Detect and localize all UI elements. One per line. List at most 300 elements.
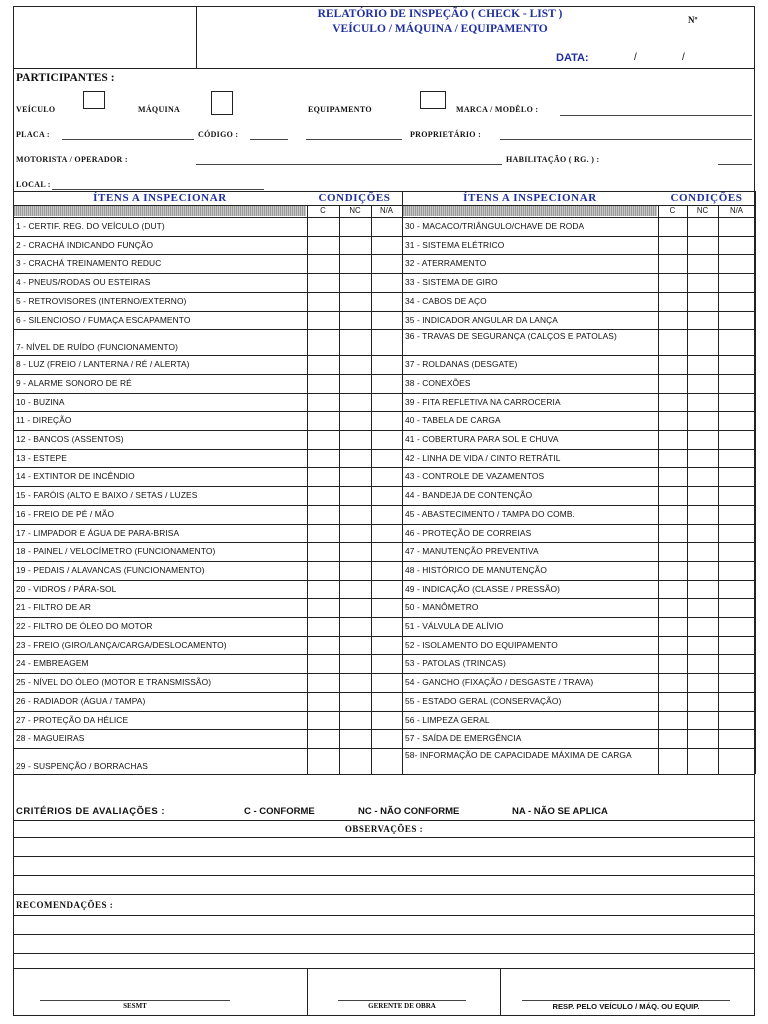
- brand-model-field[interactable]: [560, 115, 752, 116]
- condition-cell-c[interactable]: [308, 394, 338, 411]
- recommendations-label: RECOMENDAÇÕES :: [16, 900, 114, 910]
- condition-cell-nc[interactable]: [688, 356, 717, 373]
- observations-label: OBSERVAÇÕES :: [344, 824, 424, 834]
- condition-cell-na[interactable]: [372, 375, 401, 392]
- condition-cell-na[interactable]: [719, 330, 754, 354]
- condition-cell-nc[interactable]: [688, 274, 717, 291]
- condition-cell-na[interactable]: [719, 543, 754, 560]
- inspection-item: 10 - BUZINA: [16, 396, 65, 407]
- condition-cell-c[interactable]: [308, 749, 338, 773]
- condition-col-c: C: [320, 206, 326, 215]
- condition-cell-na[interactable]: [372, 237, 401, 254]
- condition-cell-c[interactable]: [308, 562, 338, 579]
- condition-cell-c[interactable]: [659, 431, 686, 448]
- condition-cell-na[interactable]: [719, 356, 754, 373]
- inspection-item: 4 - PNEUS/RODAS OU ESTEIRAS: [16, 277, 151, 288]
- condition-cell-nc[interactable]: [340, 543, 370, 560]
- condition-cell-na[interactable]: [372, 749, 401, 773]
- inspection-item: 14 - EXTINTOR DE INCÊNDIO: [16, 471, 135, 482]
- inspection-item: 11 - DIREÇÃO: [16, 415, 72, 426]
- condition-cell-nc[interactable]: [340, 450, 370, 467]
- condition-cell-c[interactable]: [308, 312, 338, 329]
- code-field[interactable]: [250, 139, 288, 140]
- condition-cell-na[interactable]: [719, 581, 754, 598]
- plate-label: PLACA :: [16, 130, 50, 139]
- inspection-item: 56 - LIMPEZA GERAL: [405, 714, 490, 725]
- condition-cell-c[interactable]: [308, 468, 338, 485]
- condition-cell-c[interactable]: [308, 375, 338, 392]
- inspection-item: 1 - CERTIF. REG. DO VEÍCULO (DUT): [16, 221, 165, 231]
- condition-cell-na[interactable]: [719, 412, 754, 429]
- condition-cell-na[interactable]: [372, 412, 401, 429]
- condition-cell-nc[interactable]: [688, 312, 717, 329]
- condition-cell-na[interactable]: [719, 394, 754, 411]
- sesmt-signature-line[interactable]: [40, 1000, 230, 1001]
- owner-label: PROPRIETÁRIO :: [410, 130, 482, 139]
- condition-cell-nc[interactable]: [688, 730, 717, 747]
- condition-cell-nc[interactable]: [340, 218, 370, 235]
- condition-cell-c[interactable]: [659, 330, 686, 354]
- condition-cell-nc[interactable]: [688, 394, 717, 411]
- condition-col-c: C: [669, 206, 676, 215]
- condition-cell-nc[interactable]: [688, 674, 717, 691]
- license-label: HABILITAÇÃO ( RG. ) :: [506, 155, 600, 164]
- conditions-header-right: CONDIÇÕES: [670, 192, 743, 204]
- condition-cell-c[interactable]: [659, 693, 686, 710]
- criteria-conforme: C - CONFORME: [244, 806, 315, 817]
- condition-cell-nc[interactable]: [340, 293, 370, 310]
- inspection-item: 29 - SUSPENÇÃO / BORRACHAS: [16, 760, 148, 771]
- inspection-item: 47 - MANUTENÇÃO PREVENTIVA: [405, 546, 539, 557]
- condition-cell-na[interactable]: [372, 431, 401, 448]
- condition-cell-nc[interactable]: [340, 712, 370, 729]
- condition-cell-c[interactable]: [308, 525, 338, 542]
- condition-cell-nc[interactable]: [340, 506, 370, 523]
- condition-cell-na[interactable]: [372, 655, 401, 672]
- condition-cell-nc[interactable]: [340, 562, 370, 579]
- condition-cell-nc[interactable]: [340, 237, 370, 254]
- inspection-item: 6 - SILENCIOSO / FUMAÇA ESCAPAMENTO: [16, 314, 191, 325]
- location-label: LOCAL :: [16, 180, 51, 189]
- condition-cell-na[interactable]: [719, 431, 754, 448]
- condition-cell-nc[interactable]: [340, 693, 370, 710]
- inspection-item: 37 - ROLDANAS (DESGATE): [405, 359, 518, 370]
- condition-col-na: N/A: [730, 206, 743, 215]
- writing-line[interactable]: [13, 915, 755, 916]
- condition-cell-nc[interactable]: [340, 468, 370, 485]
- inspection-item: 18 - PAINEL / VELOCÍMETRO (FUNCIONAMENTO): [16, 546, 216, 557]
- condition-cell-c[interactable]: [659, 749, 686, 773]
- condition-cell-c[interactable]: [659, 356, 686, 373]
- condition-cell-na[interactable]: [719, 293, 754, 310]
- condition-cell-nc[interactable]: [688, 431, 717, 448]
- condition-cell-c[interactable]: [308, 293, 338, 310]
- inspection-item: 57 - SAÍDA DE EMERGÊNCIA: [405, 733, 522, 744]
- condition-cell-nc[interactable]: [340, 394, 370, 411]
- inspection-item: 34 - CABOS DE AÇO: [405, 295, 487, 306]
- column-divider: [755, 191, 756, 774]
- condition-cell-na[interactable]: [372, 506, 401, 523]
- condition-cell-c[interactable]: [659, 730, 686, 747]
- condition-cell-na[interactable]: [372, 637, 401, 654]
- inspection-item: 46 - PROTEÇÃO DE CORREIAS: [405, 527, 532, 538]
- condition-cell-nc[interactable]: [688, 693, 717, 710]
- items-header-left: ÍTENS A INSPECIONAR: [93, 192, 227, 204]
- condition-cell-c[interactable]: [308, 730, 338, 747]
- condition-cell-nc[interactable]: [340, 356, 370, 373]
- condition-cell-nc[interactable]: [340, 730, 370, 747]
- condition-cell-na[interactable]: [719, 274, 754, 291]
- inspection-item: 42 - LINHA DE VIDA / CINTO RETRÁTIL: [405, 452, 561, 463]
- condition-cell-na[interactable]: [372, 356, 401, 373]
- condition-cell-c[interactable]: [308, 356, 338, 373]
- participants-title: PARTICIPANTES :: [16, 72, 115, 84]
- manager-signature-line[interactable]: [338, 1000, 466, 1001]
- inspection-item: 45 - ABASTECIMENTO / TAMPA DO COMB.: [405, 508, 575, 519]
- machine-checkbox[interactable]: [211, 91, 233, 115]
- inspection-item: 15 - FARÓIS (ALTO E BAIXO / SETAS / LUZES: [16, 490, 198, 501]
- writing-line[interactable]: [13, 856, 755, 857]
- condition-cell-na[interactable]: [719, 562, 754, 579]
- inspection-item: 51 - VÁLVULA DE ALÍVIO: [405, 621, 504, 631]
- inspection-item: 41 - COBERTURA PARA SOL E CHUVA: [405, 434, 559, 444]
- inspection-item: 50 - MANÔMETRO: [405, 602, 479, 613]
- inspection-item: 30 - MACACO/TRIÂNGULO/CHAVE DE RODA: [405, 221, 585, 231]
- condition-cell-c[interactable]: [308, 255, 338, 272]
- condition-cell-c[interactable]: [308, 618, 338, 635]
- condition-cell-na[interactable]: [372, 487, 401, 504]
- items-header-right: ÍTENS A INSPECIONAR: [463, 192, 597, 204]
- condition-cell-na[interactable]: [719, 674, 754, 691]
- inspection-item: 21 - FILTRO DE AR: [16, 602, 92, 613]
- condition-cell-na[interactable]: [372, 293, 401, 310]
- owner-field[interactable]: [500, 139, 752, 140]
- location-field[interactable]: [52, 189, 264, 190]
- inspection-item: 54 - GANCHO (FIXAÇÃO / DESGASTE / TRAVA): [405, 677, 594, 688]
- condition-cell-na[interactable]: [372, 525, 401, 542]
- header-shade: [14, 206, 306, 216]
- condition-cell-c[interactable]: [308, 431, 338, 448]
- inspection-item: 35 - INDICADOR ANGULAR DA LANÇA: [405, 314, 558, 325]
- writing-line[interactable]: [13, 968, 755, 969]
- inspection-item: 52 - ISOLAMENTO DO EQUIPAMENTO: [405, 639, 558, 650]
- code-label: CÓDIGO :: [198, 130, 239, 139]
- driver-field[interactable]: [196, 164, 502, 165]
- condition-cell-c[interactable]: [659, 525, 686, 542]
- inspection-item: 26 - RADIADOR (ÁGUA / TAMPA): [16, 695, 146, 706]
- condition-cell-na[interactable]: [372, 274, 401, 291]
- condition-cell-na[interactable]: [372, 562, 401, 579]
- inspection-item: 19 - PEDAIS / ALAVANCAS (FUNCIONAMENTO): [16, 564, 205, 575]
- condition-cell-c[interactable]: [659, 412, 686, 429]
- logo-box-divider: [196, 6, 197, 68]
- condition-cell-c[interactable]: [308, 693, 338, 710]
- condition-cell-c[interactable]: [308, 655, 338, 672]
- condition-cell-c[interactable]: [659, 562, 686, 579]
- condition-cell-c[interactable]: [659, 637, 686, 654]
- condition-cell-nc[interactable]: [688, 581, 717, 598]
- condition-cell-nc[interactable]: [340, 637, 370, 654]
- inspection-item: 8 - LUZ (FREIO / LANTERNA / RÉ / ALERTA): [16, 359, 190, 370]
- condition-cell-c[interactable]: [659, 618, 686, 635]
- condition-cell-na[interactable]: [372, 218, 401, 235]
- condition-cell-na[interactable]: [372, 330, 401, 354]
- inspection-item: 38 - CONEXÕES: [405, 377, 471, 388]
- logo-area: [14, 7, 195, 67]
- condition-cell-nc[interactable]: [688, 655, 717, 672]
- equipment-label: EQUIPAMENTO: [308, 105, 372, 114]
- condition-cell-na[interactable]: [372, 730, 401, 747]
- condition-cell-nc[interactable]: [688, 293, 717, 310]
- inspection-item: 17 - LIMPADOR E ÁGUA DE PARA-BRISA: [16, 527, 180, 538]
- condition-cell-na[interactable]: [372, 712, 401, 729]
- condition-cell-nc[interactable]: [688, 255, 717, 272]
- condition-cell-nc[interactable]: [340, 312, 370, 329]
- inspection-item: 39 - FITA REFLETIVA NA CARROCERIA: [405, 396, 561, 407]
- machine-label: MÁQUINA: [138, 105, 181, 114]
- condition-cell-c[interactable]: [308, 506, 338, 523]
- condition-cell-c[interactable]: [659, 237, 686, 254]
- condition-cell-na[interactable]: [719, 218, 754, 235]
- condition-cell-c[interactable]: [659, 581, 686, 598]
- condition-cell-nc[interactable]: [340, 525, 370, 542]
- condition-cell-na[interactable]: [719, 487, 754, 504]
- condition-cell-nc[interactable]: [688, 749, 717, 773]
- condition-cell-na[interactable]: [719, 599, 754, 616]
- condition-cell-nc[interactable]: [688, 487, 717, 504]
- equipment-checkbox[interactable]: [420, 91, 446, 109]
- condition-cell-na[interactable]: [719, 525, 754, 542]
- condition-cell-na[interactable]: [372, 674, 401, 691]
- inspection-item: 33 - SISTEMA DE GIRO: [405, 277, 498, 288]
- condition-cell-c[interactable]: [659, 506, 686, 523]
- conditions-header-left: CONDIÇÕES: [318, 192, 391, 204]
- condition-cell-nc[interactable]: [688, 599, 717, 616]
- condition-cell-c[interactable]: [659, 487, 686, 504]
- condition-cell-na[interactable]: [719, 255, 754, 272]
- condition-cell-na[interactable]: [719, 506, 754, 523]
- condition-cell-nc[interactable]: [688, 450, 717, 467]
- criteria-rule: [13, 820, 755, 821]
- condition-cell-c[interactable]: [659, 274, 686, 291]
- condition-cell-c[interactable]: [308, 330, 338, 354]
- condition-cell-na[interactable]: [372, 255, 401, 272]
- condition-cell-c[interactable]: [308, 487, 338, 504]
- inspection-item: 31 - SISTEMA ELÉTRICO: [405, 239, 505, 250]
- date-separator: /: [634, 52, 637, 63]
- writing-line[interactable]: [13, 875, 755, 876]
- column-divider: [13, 191, 14, 774]
- condition-cell-na[interactable]: [372, 450, 401, 467]
- condition-cell-na[interactable]: [372, 599, 401, 616]
- date-label: DATA:: [556, 52, 589, 64]
- inspection-item: 53 - PATOLAS (TRINCAS): [405, 658, 506, 669]
- license-field[interactable]: [718, 164, 752, 165]
- responsible-signature-line[interactable]: [522, 1000, 730, 1001]
- vehicle-checkbox[interactable]: [83, 91, 105, 109]
- condition-cell-na[interactable]: [719, 618, 754, 635]
- condition-cell-c[interactable]: [308, 412, 338, 429]
- condition-cell-nc[interactable]: [340, 749, 370, 773]
- date-separator: /: [682, 52, 685, 63]
- condition-col-na: N/A: [380, 206, 393, 215]
- inspection-item: 23 - FREIO (GIRO/LANÇA/CARGA/DESLOCAMENTO): [16, 639, 227, 650]
- condition-cell-nc[interactable]: [688, 562, 717, 579]
- inspection-item: 43 - CONTROLE DE VAZAMENTOS: [405, 471, 545, 482]
- condition-cell-nc[interactable]: [340, 655, 370, 672]
- condition-cell-c[interactable]: [659, 655, 686, 672]
- condition-cell-na[interactable]: [372, 468, 401, 485]
- writing-line[interactable]: [13, 934, 755, 935]
- inspection-item: 12 - BANCOS (ASSENTOS): [16, 434, 124, 444]
- condition-cell-c[interactable]: [308, 218, 338, 235]
- condition-cell-na[interactable]: [719, 712, 754, 729]
- condition-cell-nc[interactable]: [688, 412, 717, 429]
- condition-cell-c[interactable]: [308, 274, 338, 291]
- condition-col-nc: NC: [349, 206, 361, 215]
- row-rule: [13, 774, 755, 775]
- inspection-item: 9 - ALARME SONORO DE RÉ: [16, 377, 132, 388]
- inspection-item: 25 - NÍVEL DO ÓLEO (MOTOR E TRANSMISSÃO): [16, 677, 212, 688]
- signature-divider: [500, 968, 501, 1016]
- writing-line[interactable]: [13, 953, 755, 954]
- condition-cell-nc[interactable]: [340, 618, 370, 635]
- condition-cell-na[interactable]: [719, 312, 754, 329]
- sesmt-label: SESMT: [123, 1002, 147, 1010]
- condition-cell-nc[interactable]: [340, 581, 370, 598]
- condition-cell-c[interactable]: [659, 450, 686, 467]
- code-field-extension: [306, 139, 402, 140]
- condition-cell-na[interactable]: [372, 693, 401, 710]
- condition-cell-nc[interactable]: [688, 237, 717, 254]
- condition-cell-nc[interactable]: [688, 618, 717, 635]
- signature-divider: [307, 968, 308, 1016]
- condition-cell-na[interactable]: [372, 618, 401, 635]
- condition-cell-nc[interactable]: [340, 674, 370, 691]
- condition-cell-c[interactable]: [308, 543, 338, 560]
- condition-cell-c[interactable]: [659, 293, 686, 310]
- inspection-item: 58- INFORMAÇÃO DE CAPACIDADE MÁXIMA DE CARGA: [405, 749, 632, 760]
- inspection-item: 22 - FILTRO DE ÓLEO DO MOTOR: [16, 621, 153, 631]
- vehicle-label: VEÍCULO: [16, 105, 56, 114]
- manager-label: GERENTE DE OBRA: [368, 1002, 436, 1010]
- inspection-item: 16 - FREIO DE PÉ / MÃO: [16, 508, 115, 519]
- condition-cell-nc[interactable]: [688, 468, 717, 485]
- driver-label: MOTORISTA / OPERADOR :: [16, 155, 128, 164]
- condition-cell-c[interactable]: [659, 674, 686, 691]
- condition-cell-nc[interactable]: [340, 375, 370, 392]
- condition-cell-c[interactable]: [659, 218, 686, 235]
- condition-cell-nc[interactable]: [340, 431, 370, 448]
- condition-cell-na[interactable]: [372, 543, 401, 560]
- report-title: RELATÓRIO DE INSPEÇÃO ( CHECK - LIST ): [317, 8, 563, 20]
- condition-cell-na[interactable]: [719, 693, 754, 710]
- criteria-label: CRITÉRIOS DE AVALIAÇÕES :: [16, 806, 166, 817]
- inspection-item: 2 - CRACHÁ INDICANDO FUNÇÃO: [16, 239, 154, 250]
- condition-cell-c[interactable]: [659, 394, 686, 411]
- inspection-item: 7- NÍVEL DE RUÍDO (FUNCIONAMENTO): [16, 342, 178, 353]
- inspection-item: 32 - ATERRAMENTO: [405, 258, 487, 269]
- condition-cell-nc[interactable]: [340, 412, 370, 429]
- condition-cell-nc[interactable]: [340, 274, 370, 291]
- condition-cell-na[interactable]: [719, 637, 754, 654]
- report-subtitle: VEÍCULO / MÁQUINA / EQUIPAMENTO: [332, 23, 548, 35]
- condition-cell-c[interactable]: [308, 581, 338, 598]
- inspection-item: 44 - BANDEJA DE CONTENÇÃO: [405, 490, 533, 501]
- condition-cell-nc[interactable]: [340, 330, 370, 354]
- condition-cell-na[interactable]: [719, 655, 754, 672]
- condition-cell-c[interactable]: [659, 543, 686, 560]
- condition-cell-c[interactable]: [659, 375, 686, 392]
- condition-cell-nc[interactable]: [340, 487, 370, 504]
- condition-cell-c[interactable]: [308, 599, 338, 616]
- writing-line[interactable]: [13, 837, 755, 838]
- condition-cell-c[interactable]: [659, 255, 686, 272]
- number-label: Nº: [688, 15, 698, 25]
- condition-cell-nc[interactable]: [688, 637, 717, 654]
- inspection-item: 13 - ESTEPE: [16, 452, 67, 463]
- condition-cell-nc[interactable]: [688, 330, 717, 354]
- condition-cell-na[interactable]: [372, 581, 401, 598]
- writing-line[interactable]: [13, 894, 755, 895]
- condition-cell-c[interactable]: [659, 312, 686, 329]
- criteria-nao-conforme: NC - NÃO CONFORME: [358, 806, 460, 817]
- responsible-label: RESP. PELO VEÍCULO / MÁQ. OU EQUIP.: [552, 1002, 700, 1011]
- condition-cell-c[interactable]: [308, 674, 338, 691]
- condition-cell-c[interactable]: [308, 712, 338, 729]
- condition-cell-na[interactable]: [719, 749, 754, 773]
- condition-cell-nc[interactable]: [688, 375, 717, 392]
- condition-cell-na[interactable]: [719, 730, 754, 747]
- condition-cell-nc[interactable]: [340, 599, 370, 616]
- inspection-item: 5 - RETROVISORES (INTERNO/EXTERNO): [16, 295, 187, 306]
- condition-cell-c[interactable]: [659, 599, 686, 616]
- condition-cell-nc[interactable]: [688, 712, 717, 729]
- brand-model-label: MARCA / MODÊLO :: [456, 105, 539, 114]
- inspection-item: 27 - PROTEÇÃO DA HÉLICE: [16, 714, 129, 725]
- condition-cell-na[interactable]: [719, 450, 754, 467]
- criteria-nao-aplica: NA - NÃO SE APLICA: [512, 806, 608, 817]
- condition-cell-na[interactable]: [372, 394, 401, 411]
- condition-cell-c[interactable]: [308, 237, 338, 254]
- condition-cell-c[interactable]: [659, 468, 686, 485]
- inspection-item: 40 - TABELA DE CARGA: [405, 415, 501, 426]
- condition-cell-c[interactable]: [308, 450, 338, 467]
- plate-field[interactable]: [62, 139, 194, 140]
- inspection-item: 20 - VIDROS / PÁRA-SOL: [16, 583, 117, 594]
- condition-cell-nc[interactable]: [340, 255, 370, 272]
- header-bottom-rule: [13, 68, 755, 69]
- condition-cell-na[interactable]: [719, 375, 754, 392]
- inspection-item: 28 - MAGUEIRAS: [16, 733, 85, 744]
- condition-cell-nc[interactable]: [688, 525, 717, 542]
- inspection-item: 36 - TRAVAS DE SEGURANÇA (CALÇOS E PATOLAS): [405, 331, 617, 342]
- column-divider: [402, 191, 403, 774]
- condition-cell-c[interactable]: [659, 712, 686, 729]
- inspection-item: 24 - EMBREAGEM: [16, 658, 89, 669]
- condition-cell-na[interactable]: [372, 312, 401, 329]
- condition-cell-nc[interactable]: [688, 506, 717, 523]
- inspection-item: 48 - HISTÓRICO DE MANUTENÇÃO: [405, 564, 547, 575]
- condition-cell-nc[interactable]: [688, 543, 717, 560]
- inspection-item: 3 - CRACHÁ TREINAMENTO REDUC: [16, 258, 162, 269]
- condition-cell-c[interactable]: [308, 637, 338, 654]
- condition-cell-nc[interactable]: [688, 218, 717, 235]
- inspection-item: 55 - ESTADO GERAL (CONSERVAÇÃO): [405, 695, 562, 706]
- condition-col-nc: NC: [696, 206, 709, 215]
- condition-cell-na[interactable]: [719, 237, 754, 254]
- condition-cell-na[interactable]: [719, 468, 754, 485]
